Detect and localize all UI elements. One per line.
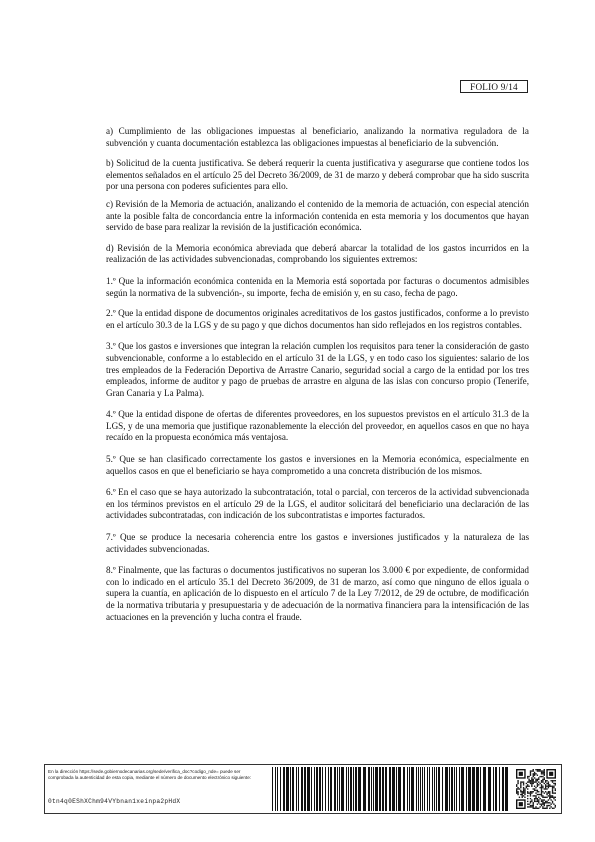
paragraph-d: d) Revisión de la Memoria económica abreviada que deberá abarcar la totalidad de los gastos incurridos en la realización de las actividades subvencionadas, comprobando los siguientes extremos:: [106, 242, 529, 265]
barcode-icon: [270, 766, 510, 812]
document-body: [106, 126, 529, 623]
paragraph-7: 7.º Que se produce la necesaria coherencia entre los gastos e inversiones justificados y la naturaleza de las actividades subvencionadas.: [106, 532, 529, 554]
paragraph-4: 4.º Que la entidad dispone de ofertas de diferentes proveedores, en los supuestos previstos en el artículo 31.3 de la LGS, y de una memoria que justifique razonablemente la elección del proveedor, en aquellos casos en que no haya recaído en la propuesta económica más ventajosa.: [106, 409, 529, 443]
verification-text: En la dirección https://sede.gobiernodecanarias.org/sede/verifica_doc?codigo_nde= puede ser comprobada la autenticidad de esta copia, mediante el número de documento electrónico siguiente:: [48, 769, 252, 780]
paragraph-5: 5.º Que se han clasificado correctamente los gastos e inversiones en la Memoria económica, especialmente en aquellos casos en que el beneficiario se haya comprometido a una concreta distribución de los mismos.: [106, 454, 529, 476]
paragraph-b: b) Solicitud de la cuenta justificativa. Se deberá requerir la cuenta justificativa y asegurarse que contiene todos los elementos señalados en el artículo 25 del Decreto 36/2009, de 31 de marzo y deberá comprobar que ha sido suscrita por una persona con poderes suficientes para ello.: [106, 158, 529, 192]
folio-label: FOLIO 9/14: [460, 80, 528, 93]
paragraph-a: a) Cumplimiento de las obligaciones impuestas al beneficiario, analizando la normativa reguladora de la subvención y cuanta documentación establezca las obligaciones impuestas al beneficiario de la subvención.: [106, 126, 529, 148]
paragraph-8: 8.º Finalmente, que las facturas o documentos justificativos no superan los 3.000 € por expediente, de conformidad con lo indicado en el artículo 35.1 del Decreto 36/2009, de 31 de marzo, así como que ninguno de ellos iguala o supera la cuantía, en aplicación de lo dispuesto en el artículo 7 de la Ley 7/2012, de 29 de octubre, de modificación de la normativa tributaria y presupuestaria y de adecuación de la normativa financiera para la intensificación de las actuaciones en la prevención y lucha contra el fraude.: [106, 565, 529, 622]
paragraph-2: 2.º Que la entidad dispone de documentos originales acreditativos de los gastos justificados, conforme a lo previsto en el artículo 30.3 de la LGS y de su pago y que dichos documentos han sido reflejados en los registros contables.: [106, 308, 529, 330]
paragraph-1: 1.º Que la información económica contenida en la Memoria está soportada por facturas o documentos admisibles según la normativa de la subvención-, su importe, fecha de emisión y, en su caso, fecha de pago.: [106, 275, 529, 298]
verification-code: 0tn4q0EShXChm94VYbnan1xeinpa2pHdX: [48, 798, 181, 805]
paragraph-3: 3.º Que los gastos e inversiones que integran la relación cumplen los requisitos para tener la consideración de gasto subvencionable, conforme a lo establecido en el artículo 31 de la LGS, y en todo caso los siguientes: salario de los tres empleados de la Federación Deportiva de Arrastre Canario, seguridad social a cargo de la entidad por los tres empleados, informe de auditor y pago de pruebas de arrastre en alguna de las islas con concurso propio (Tenerife, Gran Canaria y La Palma).: [106, 341, 529, 398]
paragraph-6: 6.º En el caso que se haya autorizado la subcontratación, total o parcial, con terceros de la actividad subvencionada en los términos previstos en el artículo 29 de la LGS, el auditor solicitará del beneficiario una declaración de las actividades subcontratadas, con indicación de los subcontratistas e importes facturados.: [106, 487, 529, 521]
paragraph-c: c) Revisión de la Memoria de actuación, analizando el contenido de la memoria de actuación, con especial atención ante la posible falta de concordancia entre la información contenida en esta memoria y los documentos que hayan servido de base para realizar la revisión de la justificación económica.: [106, 198, 529, 233]
verification-footer: [44, 764, 562, 814]
qr-code-icon: [516, 769, 556, 809]
